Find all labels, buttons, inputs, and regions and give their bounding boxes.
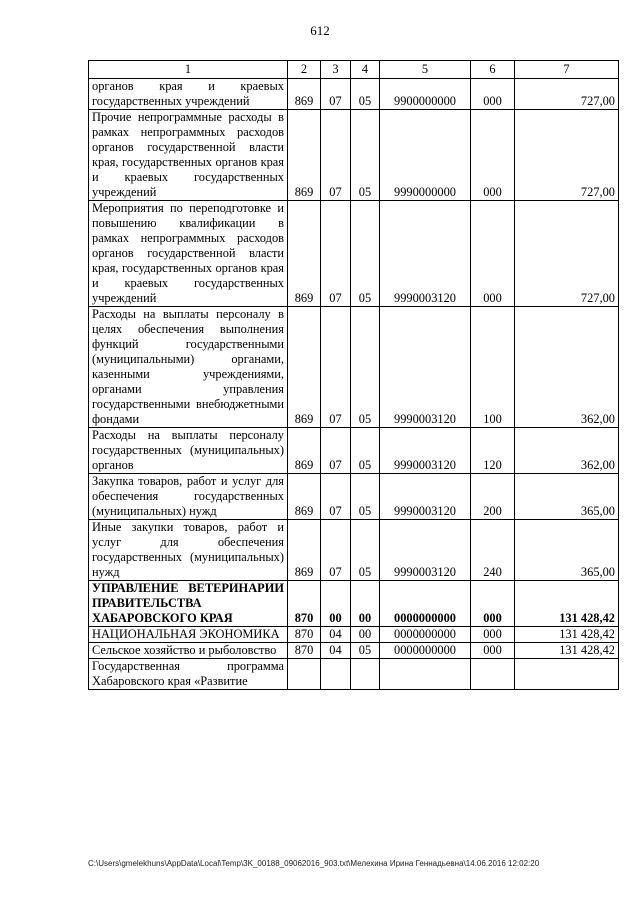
page-number: 612: [310, 23, 330, 38]
row-code-section: 07: [321, 474, 351, 520]
row-code-expense-type: 100: [471, 307, 515, 428]
row-code-ministry: 869: [288, 307, 321, 428]
row-code-ministry: 869: [288, 201, 321, 307]
table-row: [89, 110, 619, 201]
row-amount: 365,00: [515, 474, 619, 520]
row-amount: 131 428,42: [515, 581, 619, 627]
row-code-ministry: 870: [288, 627, 321, 643]
row-code-subsection: 05: [351, 201, 380, 307]
row-description: НАЦИОНАЛЬНАЯ ЭКОНОМИКА: [89, 627, 288, 643]
row-code-expense-type: 000: [471, 581, 515, 627]
col-header-3: 3: [321, 61, 351, 79]
row-description: УПРАВЛЕНИЕ ВЕТЕРИНАРИИ ПРАВИТЕЛЬСТВА ХАБАРОВСКОГО КРАЯ: [89, 581, 288, 627]
col-header-5: 5: [380, 61, 471, 79]
row-code-expense-type: 240: [471, 520, 515, 581]
table-row: [89, 627, 619, 643]
row-code-subsection: 05: [351, 110, 380, 201]
table-row: [89, 659, 619, 690]
table-row: [89, 307, 619, 428]
row-code-section: 07: [321, 201, 351, 307]
row-code-target: 0000000000: [380, 643, 471, 659]
row-amount: 727,00: [515, 110, 619, 201]
row-description: Сельское хозяйство и рыболовство: [89, 643, 288, 659]
table-row: [89, 79, 619, 110]
table-row: [89, 474, 619, 520]
row-code-subsection: 05: [351, 643, 380, 659]
row-code-expense-type: 000: [471, 201, 515, 307]
row-code-subsection: [351, 659, 380, 690]
file-path-footer: C:\Users\gmelekhuns\AppData\Local\Temp\3K_00188_09062016_903.txt\Мелехина Ирина Геннадьевна\14.06.2016 12:02:20: [88, 859, 540, 868]
row-code-expense-type: 200: [471, 474, 515, 520]
row-amount: 131 428,42: [515, 627, 619, 643]
row-code-section: 07: [321, 79, 351, 110]
row-code-ministry: [288, 659, 321, 690]
row-amount: 362,00: [515, 428, 619, 474]
row-code-target: 9990003120: [380, 201, 471, 307]
row-description: Закупка товаров, работ и услуг для обеспечения государственных (муниципальных) нужд: [89, 474, 288, 520]
row-amount: 365,00: [515, 520, 619, 581]
row-code-target: 9990003120: [380, 474, 471, 520]
col-header-7: 7: [515, 61, 619, 79]
row-amount: 362,00: [515, 307, 619, 428]
table-row-department: [89, 581, 619, 627]
row-code-target: 0000000000: [380, 627, 471, 643]
col-header-6: 6: [471, 61, 515, 79]
row-code-target: [380, 659, 471, 690]
row-code-expense-type: 000: [471, 643, 515, 659]
row-code-subsection: 00: [351, 581, 380, 627]
table-row: [89, 520, 619, 581]
row-code-section: 00: [321, 581, 351, 627]
row-code-section: 07: [321, 428, 351, 474]
table-header-row: [89, 61, 619, 79]
row-code-target: 9900000000: [380, 79, 471, 110]
row-code-subsection: 05: [351, 428, 380, 474]
row-code-section: 07: [321, 307, 351, 428]
row-code-expense-type: [471, 659, 515, 690]
row-description: Прочие непрограммные расходы в рамках непрограммных расходов органов государственной власти края, государственных органов края и краевых государственных учреждений: [89, 110, 288, 201]
row-code-subsection: 05: [351, 79, 380, 110]
row-code-ministry: 869: [288, 474, 321, 520]
row-amount: 727,00: [515, 79, 619, 110]
row-code-target: 9990003120: [380, 520, 471, 581]
row-code-ministry: 869: [288, 110, 321, 201]
row-code-subsection: 00: [351, 627, 380, 643]
row-code-expense-type: 000: [471, 110, 515, 201]
row-code-target: 9990003120: [380, 428, 471, 474]
row-code-ministry: 870: [288, 643, 321, 659]
row-code-section: 07: [321, 520, 351, 581]
budget-table: [88, 60, 619, 690]
row-code-expense-type: 000: [471, 627, 515, 643]
row-code-ministry: 869: [288, 79, 321, 110]
row-code-target: 9990003120: [380, 307, 471, 428]
col-header-4: 4: [351, 61, 380, 79]
row-code-ministry: 869: [288, 428, 321, 474]
col-header-2: 2: [288, 61, 321, 79]
row-code-section: [321, 659, 351, 690]
row-description: Государственная программа Хабаровского края «Развитие: [89, 659, 288, 690]
row-description: Расходы на выплаты персоналу государственных (муниципальных) органов: [89, 428, 288, 474]
col-header-1: 1: [89, 61, 288, 79]
table-row: [89, 201, 619, 307]
row-description: Иные закупки товаров, работ и услуг для обеспечения государственных (муниципальных) нужд: [89, 520, 288, 581]
row-code-section: 04: [321, 627, 351, 643]
row-amount: 727,00: [515, 201, 619, 307]
row-amount: [515, 659, 619, 690]
row-description: Расходы на выплаты персоналу в целях обеспечения выполнения функций государственными (муниципальными) органами, казенными учреждениями, органами управления государственными внебюджетными фондами: [89, 307, 288, 428]
row-code-subsection: 05: [351, 520, 380, 581]
row-code-section: 07: [321, 110, 351, 201]
row-code-subsection: 05: [351, 474, 380, 520]
row-code-expense-type: 120: [471, 428, 515, 474]
table-row: [89, 428, 619, 474]
row-code-ministry: 869: [288, 520, 321, 581]
row-code-target: 9990000000: [380, 110, 471, 201]
row-code-subsection: 05: [351, 307, 380, 428]
row-description: органов края и краевых государственных учреждений: [89, 79, 288, 110]
row-code-target: 0000000000: [380, 581, 471, 627]
row-code-ministry: 870: [288, 581, 321, 627]
row-amount: 131 428,42: [515, 643, 619, 659]
row-code-section: 04: [321, 643, 351, 659]
row-code-expense-type: 000: [471, 79, 515, 110]
table-row: [89, 643, 619, 659]
row-description: Мероприятия по переподготовке и повышению квалификации в рамках непрограммных расходов органов государственной власти края, государственных органов края и краевых государственных учреждений: [89, 201, 288, 307]
